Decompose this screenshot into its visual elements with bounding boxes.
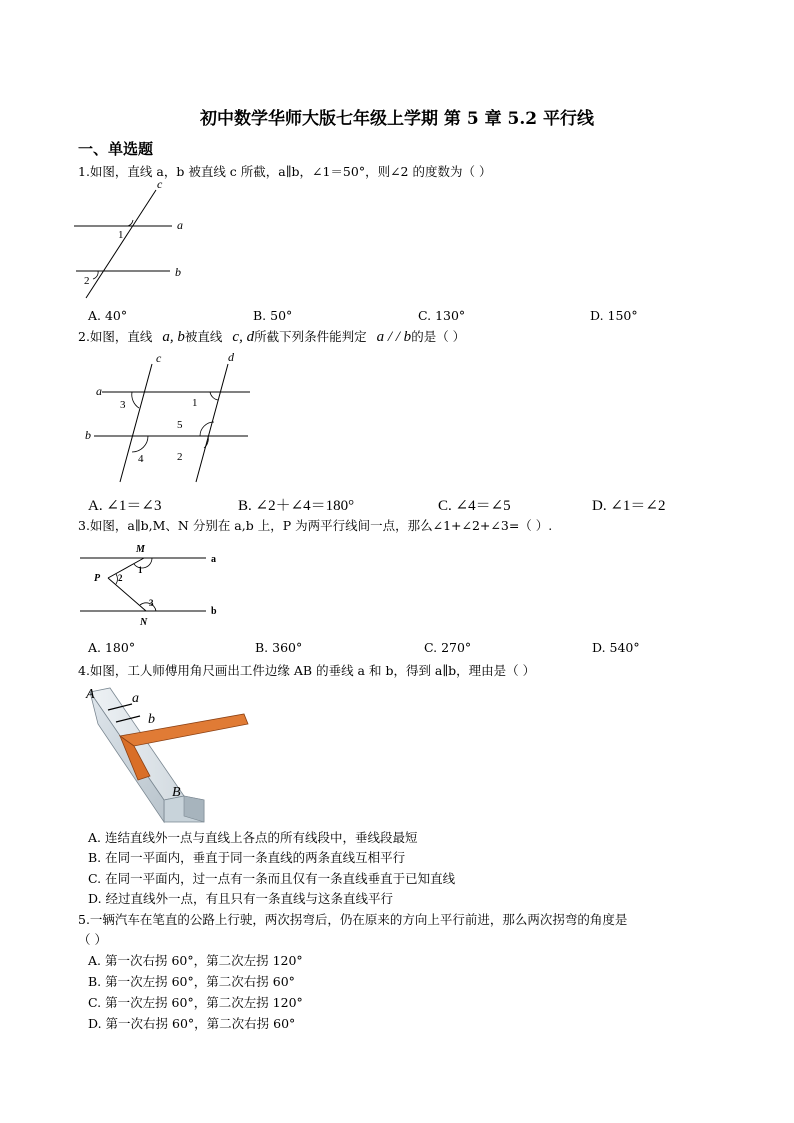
- q2-math-rel: a / / b: [376, 329, 412, 345]
- q1-option-d[interactable]: D. 150°: [590, 308, 638, 323]
- q2-label-d: d: [228, 350, 234, 364]
- q3-angle-1: 1: [138, 565, 143, 575]
- q1-label-b: b: [175, 265, 181, 279]
- q2-option-b[interactable]: [238, 494, 354, 515]
- q2-math-ab: a, b: [162, 329, 185, 345]
- q2-option-b-text: B. ∠2＋∠4＝180°: [238, 498, 355, 514]
- q5-option-b[interactable]: B. 第一次左拐 60°，第二次右拐 60°: [88, 974, 295, 989]
- q4-option-d[interactable]: D. 经过直线外一点，有且只有一条直线与这条直线平行: [88, 891, 394, 906]
- q1-angle-1: 1: [118, 229, 124, 241]
- q4-label-b: b: [148, 712, 155, 727]
- q1-angle-2: 2: [84, 275, 90, 287]
- q4-figure: [80, 684, 252, 824]
- q2-stem-post1: 所截下列条件能判定: [254, 329, 367, 344]
- q5-option-d[interactable]: D. 第一次右拐 60°，第二次右拐 60°: [88, 1016, 296, 1031]
- q2-stem-pre: 2.如图，直线: [78, 329, 153, 344]
- q2-angle-3: 3: [120, 399, 126, 411]
- q1-label-a: a: [177, 218, 183, 232]
- q3-label-M: M: [136, 544, 145, 555]
- q2-stem: [78, 327, 465, 346]
- q2-option-d-text: D. ∠1＝∠2: [592, 498, 666, 514]
- q1-stem: 1.如图，直线 a，b 被直线 c 所截，a∥b，∠1＝50°，则∠2 的度数为（ ）: [78, 164, 492, 179]
- q4-option-b[interactable]: B. 在同一平面内，垂直于同一条直线的两条直线互相平行: [88, 850, 406, 865]
- q4-option-a[interactable]: A. 连结直线外一点与直线上各点的所有线段中，垂线段最短: [88, 830, 418, 845]
- q1-figure: [74, 178, 204, 300]
- q2-math-cd: c, d: [232, 329, 255, 345]
- q4-stem: 4.如图，工人师傅用角尺画出工件边缘 AB 的垂线 a 和 b，得到 a∥b，理由是（ ）: [78, 663, 536, 678]
- q1-option-b[interactable]: B. 50°: [253, 308, 293, 323]
- q3-angle-2: 2: [118, 573, 123, 583]
- q2-angle-5: 5: [177, 419, 183, 431]
- q1-label-c: c: [157, 178, 163, 191]
- q2-figure: [80, 348, 256, 488]
- q3-label-P: P: [94, 573, 101, 584]
- q5-stem-line1: 5.一辆汽车在笔直的公路上行驶，两次拐弯后，仍在原来的方向上平行前进，那么两次拐弯的角度是: [78, 912, 628, 927]
- q2-label-c: c: [156, 351, 162, 365]
- q4-label-a: a: [132, 691, 139, 706]
- q2-angle-4: 4: [138, 453, 144, 465]
- q3-label-b: b: [211, 606, 217, 617]
- q2-option-a-text: A. ∠1＝∠3: [88, 498, 162, 514]
- q3-label-N: N: [140, 617, 148, 628]
- q5-stem-line2: （ ）: [78, 932, 107, 947]
- q3-option-d[interactable]: D. 540°: [592, 640, 640, 655]
- q2-option-c-text: C. ∠4＝∠5: [438, 498, 511, 514]
- q4-option-c[interactable]: C. 在同一平面内，过一点有一条而且仅有一条直线垂直于已知直线: [88, 871, 456, 886]
- q3-angle-3: 3: [149, 598, 154, 608]
- q3-stem: 3.如图，a∥b,M、N 分别在 a,b 上，P 为两平行线间一点，那么∠1+∠2+∠3=（ ）.: [78, 518, 553, 533]
- q4-label-A: A: [86, 687, 95, 702]
- q3-label-a: a: [211, 554, 216, 565]
- q1-option-c[interactable]: C. 130°: [418, 308, 466, 323]
- q4-label-B: B: [172, 785, 181, 800]
- q3-option-a[interactable]: A. 180°: [88, 640, 136, 655]
- q5-option-a[interactable]: A. 第一次右拐 60°，第二次左拐 120°: [88, 953, 303, 968]
- q2-option-d[interactable]: [592, 494, 665, 515]
- q2-label-b: b: [85, 428, 91, 442]
- q2-stem-post2: 的是（ ）: [411, 329, 466, 344]
- q1-option-a[interactable]: A. 40°: [88, 308, 128, 323]
- q3-option-b[interactable]: B. 360°: [255, 640, 303, 655]
- q3-option-c[interactable]: C. 270°: [424, 640, 472, 655]
- q2-stem-mid: 被直线: [184, 329, 223, 344]
- section-heading: 一、单选题: [78, 140, 154, 158]
- q3-figure: [78, 538, 228, 630]
- q2-angle-1: 1: [192, 397, 198, 409]
- q2-option-a[interactable]: [88, 494, 161, 515]
- q2-angle-2: 2: [177, 451, 183, 463]
- q5-option-c[interactable]: C. 第一次左拐 60°，第二次左拐 120°: [88, 995, 303, 1010]
- q2-option-c[interactable]: [438, 494, 511, 515]
- page-title: 初中数学华师大版七年级上学期 第 5 章 5.2 平行线: [200, 109, 594, 129]
- q2-label-a: a: [96, 384, 102, 398]
